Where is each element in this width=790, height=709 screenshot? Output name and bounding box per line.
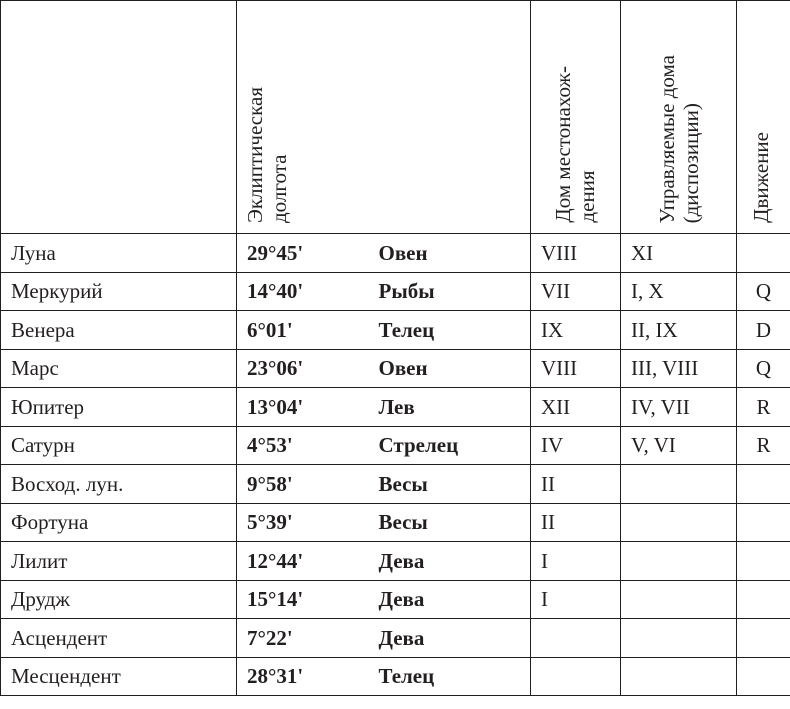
longitude-degrees: 29°45' [237, 234, 379, 273]
zodiac-sign: Весы [379, 503, 531, 542]
zodiac-sign: Рыбы [379, 272, 531, 311]
motion [737, 542, 790, 581]
motion: R [737, 388, 790, 427]
zodiac-sign: Овен [379, 234, 531, 273]
table-row [1, 580, 790, 619]
motion [737, 234, 790, 273]
house-location: II [531, 465, 621, 504]
ruled-houses [621, 657, 737, 696]
planet-name: Юпитер [1, 388, 237, 427]
longitude-degrees: 9°58' [237, 465, 379, 504]
zodiac-sign: Овен [379, 349, 531, 388]
house-location: I [531, 542, 621, 581]
longitude-degrees: 14°40' [237, 272, 379, 311]
header-longitude [237, 1, 531, 234]
table-row [1, 465, 790, 504]
house-location: II [531, 503, 621, 542]
ruled-houses [621, 503, 737, 542]
table-row [1, 503, 790, 542]
house-location: VII [531, 272, 621, 311]
header-empty [1, 1, 237, 234]
zodiac-sign: Весы [379, 465, 531, 504]
motion [737, 503, 790, 542]
header-ruled-houses [621, 1, 737, 234]
motion [737, 465, 790, 504]
ruled-houses [621, 619, 737, 658]
table-row [1, 657, 790, 696]
planet-name: Сатурн [1, 426, 237, 465]
ruled-houses: XI [621, 234, 737, 273]
planet-name: Марс [1, 349, 237, 388]
header-motion-label: Движение [749, 132, 773, 223]
longitude-degrees: 7°22' [237, 619, 379, 658]
header-house-label: Дом местонахож- дения [551, 66, 599, 223]
planet-name: Асцендент [1, 619, 237, 658]
motion [737, 657, 790, 696]
house-location: IV [531, 426, 621, 465]
longitude-degrees: 6°01' [237, 311, 379, 350]
planet-name: Меркурий [1, 272, 237, 311]
table-row [1, 349, 790, 388]
house-location [531, 619, 621, 658]
zodiac-sign: Дева [379, 619, 531, 658]
longitude-degrees: 4°53' [237, 426, 379, 465]
table-row [1, 619, 790, 658]
zodiac-sign: Лев [379, 388, 531, 427]
header-motion [737, 1, 790, 234]
zodiac-sign: Дева [379, 580, 531, 619]
planet-name: Лилит [1, 542, 237, 581]
zodiac-sign: Стрелец [379, 426, 531, 465]
planet-name: Фортуна [1, 503, 237, 542]
table-row [1, 234, 790, 273]
house-location: IX [531, 311, 621, 350]
ruled-houses: IV, VII [621, 388, 737, 427]
zodiac-sign: Телец [379, 657, 531, 696]
ruled-houses: I, X [621, 272, 737, 311]
longitude-degrees: 13°04' [237, 388, 379, 427]
motion: Q [737, 272, 790, 311]
table-row [1, 388, 790, 427]
motion [737, 580, 790, 619]
header-house [531, 1, 621, 234]
longitude-degrees: 28°31' [237, 657, 379, 696]
ruled-houses [621, 465, 737, 504]
table-row [1, 272, 790, 311]
header-ruled-houses-label: Управляемые дома (диспозиции) [655, 54, 703, 223]
longitude-degrees: 12°44' [237, 542, 379, 581]
longitude-degrees: 5°39' [237, 503, 379, 542]
motion: D [737, 311, 790, 350]
house-location: VIII [531, 234, 621, 273]
zodiac-sign: Дева [379, 542, 531, 581]
planet-name: Восход. лун. [1, 465, 237, 504]
zodiac-sign: Телец [379, 311, 531, 350]
ruled-houses [621, 580, 737, 619]
motion: R [737, 426, 790, 465]
house-location: I [531, 580, 621, 619]
motion [737, 619, 790, 658]
planet-name: Месцендент [1, 657, 237, 696]
table-row [1, 426, 790, 465]
table-row [1, 311, 790, 350]
ruled-houses: III, VIII [621, 349, 737, 388]
ruled-houses: V, VI [621, 426, 737, 465]
planet-name: Друдж [1, 580, 237, 619]
house-location: XII [531, 388, 621, 427]
ruled-houses: II, IX [621, 311, 737, 350]
header-row [1, 1, 790, 234]
header-longitude-label: Эклиптическая долгота [243, 86, 291, 223]
ruled-houses [621, 542, 737, 581]
motion: Q [737, 349, 790, 388]
longitude-degrees: 23°06' [237, 349, 379, 388]
house-location [531, 657, 621, 696]
longitude-degrees: 15°14' [237, 580, 379, 619]
planet-name: Венера [1, 311, 237, 350]
house-location: VIII [531, 349, 621, 388]
planet-name: Луна [1, 234, 237, 273]
table-row [1, 542, 790, 581]
